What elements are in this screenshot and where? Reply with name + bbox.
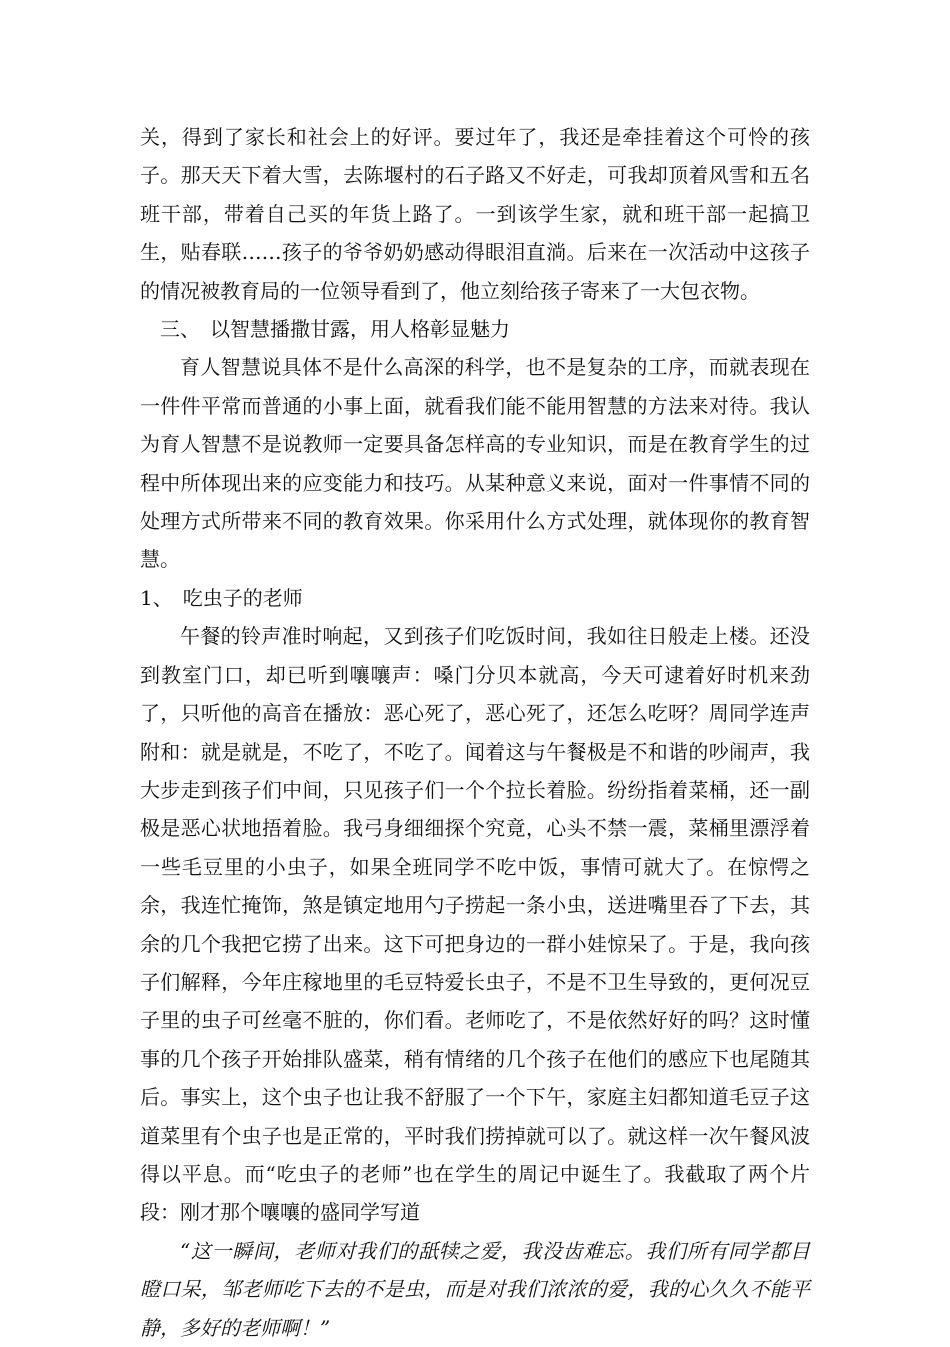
document-page (140, 118, 810, 1347)
section-heading-3: 三、 以智慧播撒甘露，用人格彰显魅力 (160, 317, 510, 342)
student-quote: “这一瞬间，老师对我们的舐犊之爱，我没齿难忘。我们所有同学都目瞪口呆，邹老师吃下去的不是虫，而是对我们浓浓的爱，我的心久久不能平静，多好的老师啊！” (140, 1238, 810, 1340)
paragraph-wisdom: 育人智慧说具体不是什么高深的科学，也不是复杂的工序，而就表现在一件件平常而普通的小事上面，就看我们能不能用智慧的方法来对待。我认为育人智慧不是说教师一定要具备怎样高的专业知识，而是在教育学生的过程中所体现出来的应变能力和技巧。从某种意义来说，面对一件事情不同的处理方式所带来不同的教育效果。你采用什么方式处理，就体现你的教育智慧。 (140, 355, 810, 572)
subsection-heading-1: 1、 吃虫子的老师 (140, 585, 303, 610)
paragraph-continuation: 关，得到了家长和社会上的好评。要过年了，我还是牵挂着这个可怜的孩子。那天天下着大雪，去陈堰村的石子路又不好走，可我却顶着风雪和五名班干部，带着自己买的年货上路了。一到该学生家，就和班干部一起搞卫生，贴春联……孩子的爷爷奶奶感动得眼泪直淌。后来在一次活动中这孩子的情况被教育局的一位领导看到了，他立刻给孩子寄来了一大包衣物。 (140, 125, 810, 303)
paragraph-lunch-story: 午餐的铃声准时响起，又到孩子们吃饭时间，我如往日般走上楼。还没到教室门口，却已听到嚷嚷声：嗓门分贝本就高，今天可逮着好时机来劲了，只听他的高音在播放：恶心死了，恶心死了，还怎么吃呀？周同学连声附和：就是就是，不吃了，不吃了。闻着这与午餐极是不和谐的吵闹声，我大步走到孩子们中间，只见孩子们一个个拉长着脸。纷纷指着菜桶，还一副极是恶心状地捂着脸。我弓身细细探个究竟，心头不禁一震，菜桶里漂浮着一些毛豆里的小虫子，如果全班同学不吃中饭，事情可就大了。在惊愕之余，我连忙掩饰，煞是镇定地用勺子捞起一条小虫，送进嘴里吞了下去，其余的几个我把它捞了出来。这下可把身边的一群小娃惊呆了。于是，我向孩子们解释，今年庄稼地里的毛豆特爱长虫子，不是不卫生导致的，更何况豆子里的虫子可丝毫不脏的，你们看。老师吃了，不是依然好好的吗？这时懂事的几个孩子开始排队盛菜，稍有情绪的几个孩子在他们的感应下也尾随其后。事实上，这个虫子也让我不舒服了一个下午，家庭主妇都知道毛豆子这道菜里有个虫子也是正常的，平时我们捞掉就可以了。就这样一次午餐风波得以平息。而“吃虫子的老师”也在学生的周记中诞生了。我截取了两个片段：刚才那个嚷嚷的盛同学写道 (140, 624, 810, 1225)
